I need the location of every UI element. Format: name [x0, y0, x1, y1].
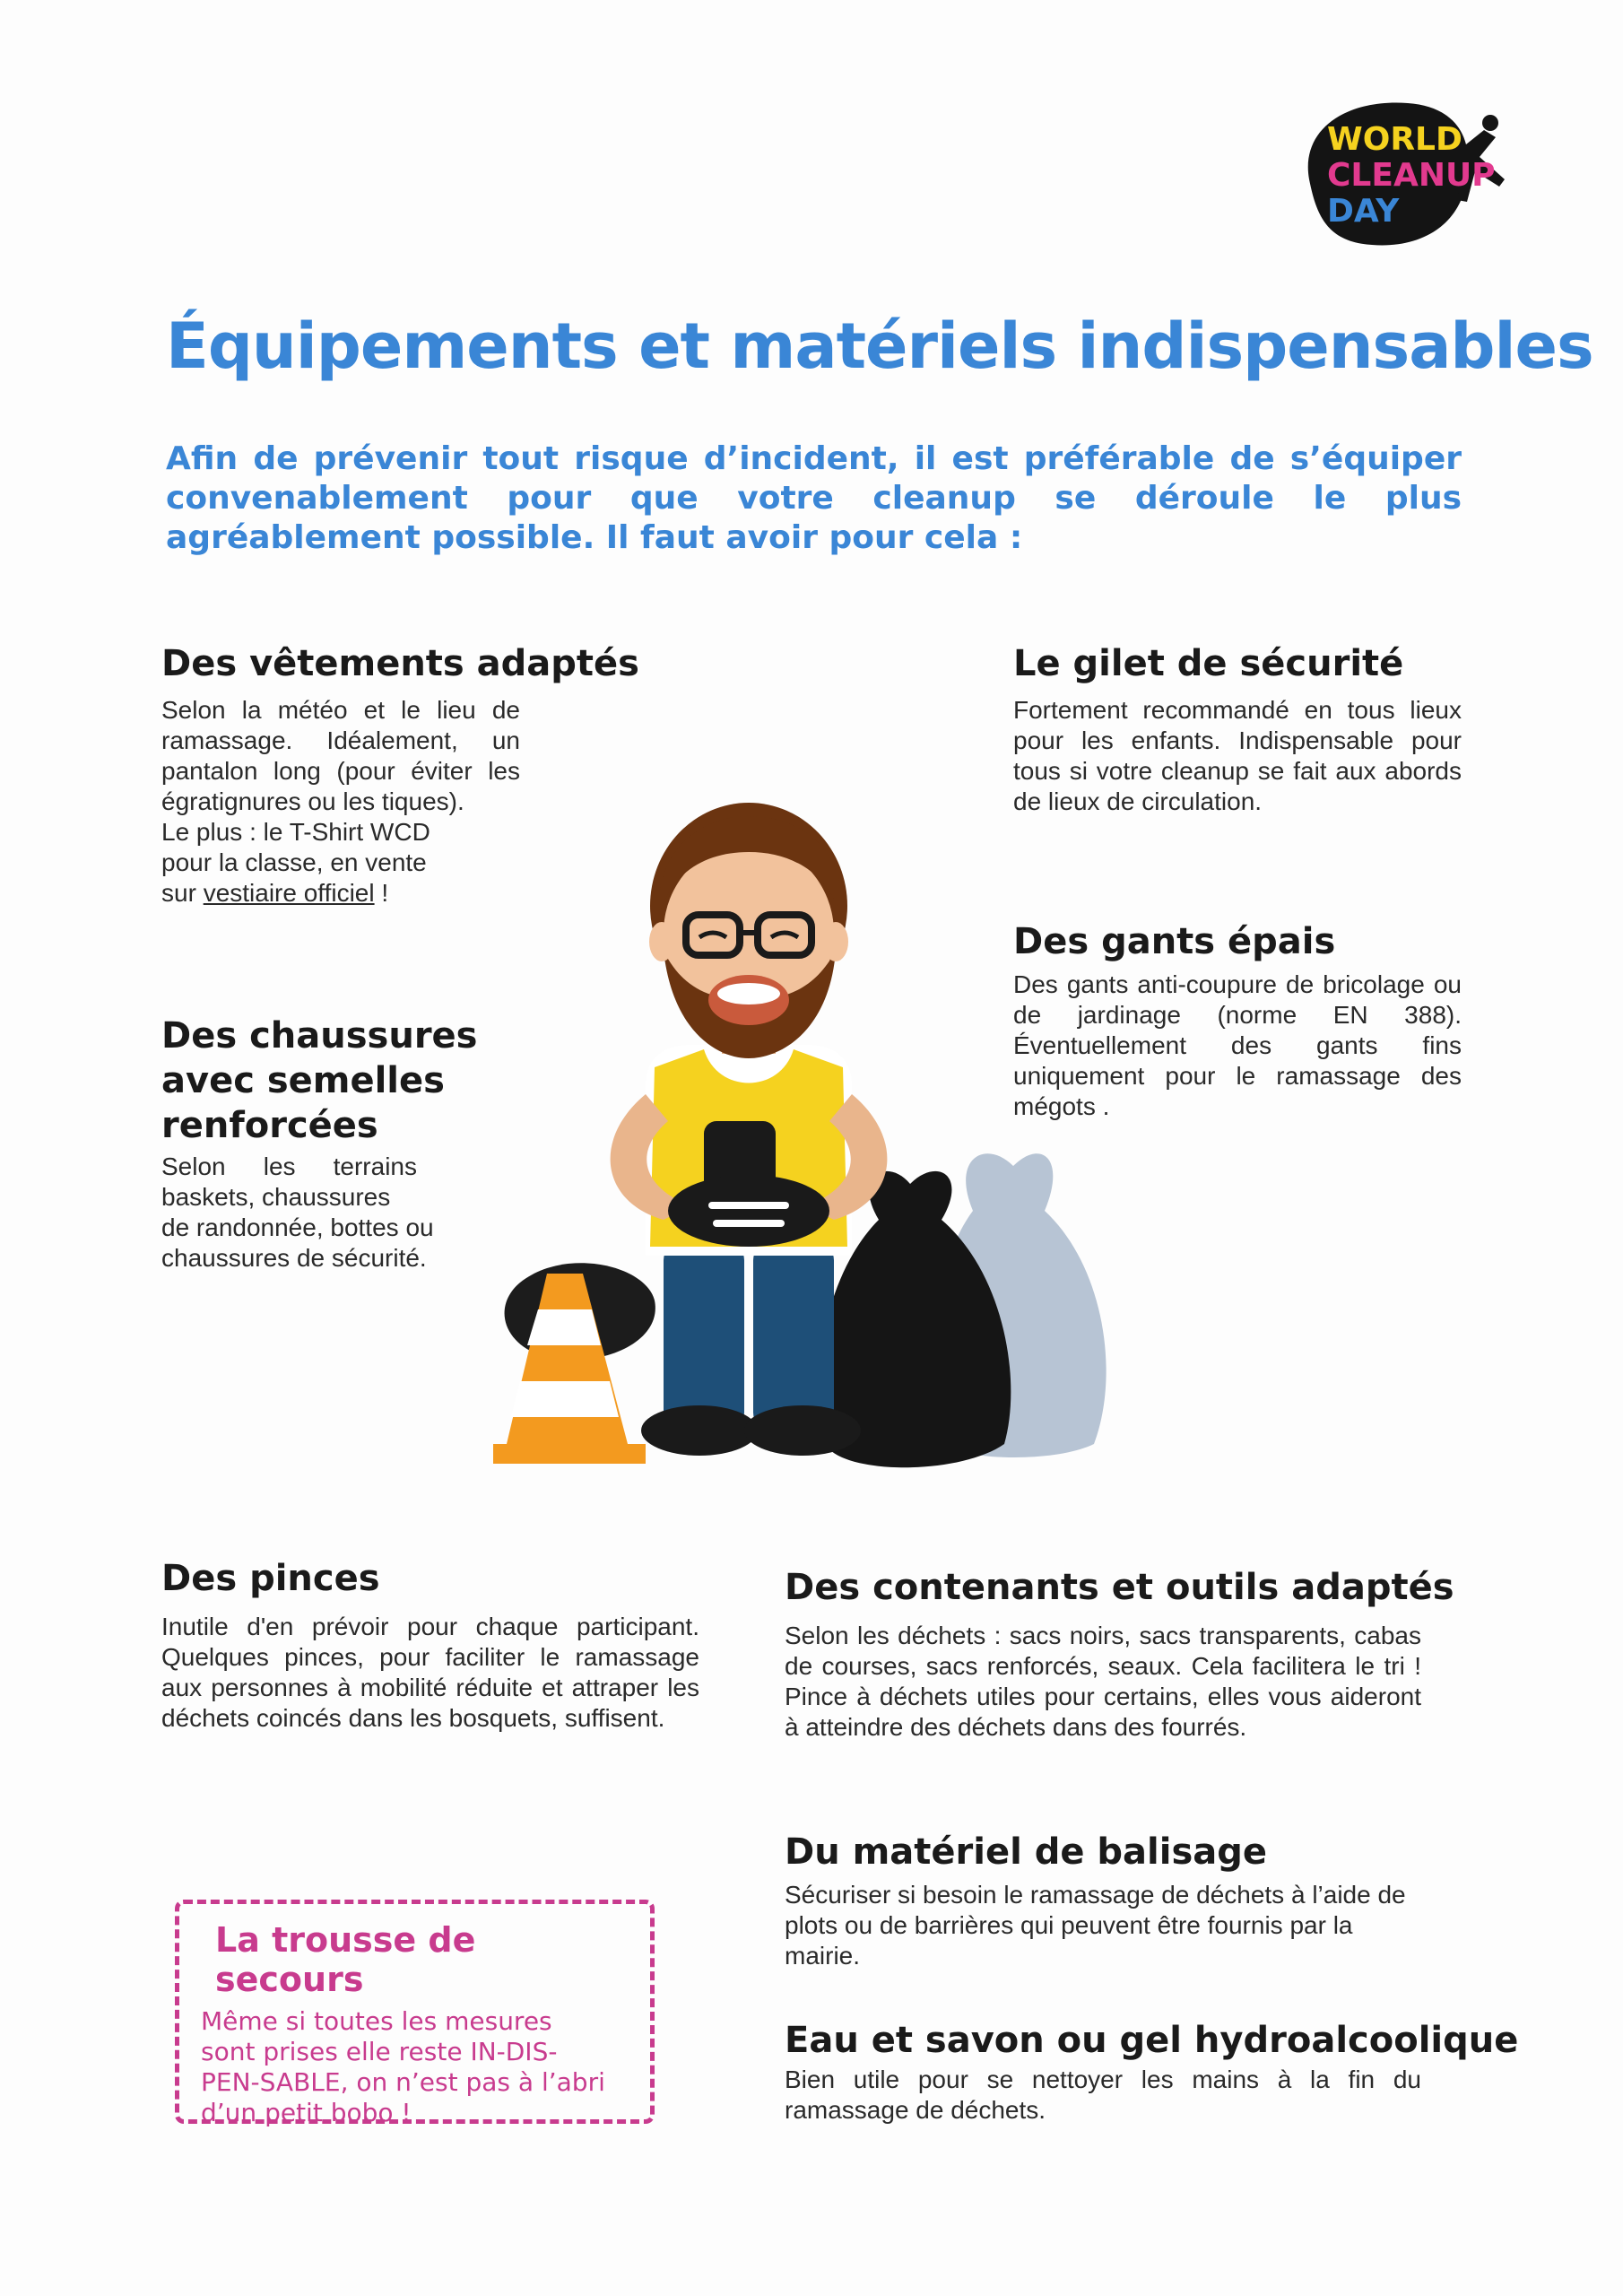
section-title: Eau et savon ou gel hydroalcoolique — [785, 2020, 1519, 2061]
section-title: Du matériel de balisage — [785, 1831, 1268, 1873]
section-title: Des contenants et outils adaptés — [785, 1567, 1454, 1608]
section-text-plus3 — [161, 878, 520, 909]
section-text: Fortement recommandé en tous lieux pour les enfants. Indispensable pour tous si votre cleanup se fait aux abords de lieux de circulation. — [1013, 696, 1462, 815]
first-aid-line2: sont prises elle reste IN-DIS- — [201, 2037, 558, 2066]
section-chaussures — [161, 1013, 484, 1274]
svg-text:CLEANUP: CLEANUP — [1327, 157, 1496, 194]
section-text-line4: chaussures de sécurité. — [161, 1244, 427, 1272]
section-pinces — [161, 1556, 699, 1734]
section-title-line3: renforcées — [161, 1105, 378, 1146]
section-text-line3: de randonnée, bottes ou — [161, 1213, 434, 1241]
section-text-line1: Selon les terrains — [161, 1152, 417, 1180]
plus3-prefix: sur — [161, 879, 204, 907]
section-text: Selon les déchets : sacs noirs, sacs transparents, cabas de courses, sacs renforcés, seaux. Cela facilitera le tri ! Pince à déchets utiles pour certains, elles vous aideront à atteindre des déchets dans des fourrés. — [785, 1622, 1421, 1741]
illustration-volunteer — [484, 798, 1130, 1480]
section-text: Sécuriser si besoin le ramassage de déchets à l’aide de plots ou de barrières qui peuvent être fournis par la mairie. — [785, 1881, 1406, 1970]
volunteer-illustration — [484, 798, 1130, 1480]
page-title: Équipements et matériels indispensables — [166, 309, 1593, 383]
section-vetements — [161, 641, 639, 909]
section-text: Des gants anti-coupure de bricolage ou de jardinage (norme EN 388). Éventuellement des gants fins uniquement pour le ramassage des mégots . — [1013, 970, 1462, 1120]
first-aid-title: La trousse de secours — [215, 1920, 476, 1999]
first-aid-box — [175, 1900, 655, 2127]
section-text: Bien utile pour se nettoyer les mains à la fin du ramassage de déchets. — [785, 2066, 1421, 2124]
world-cleanup-day-logo — [1291, 94, 1524, 256]
vestiaire-officiel-link[interactable]: vestiaire officiel — [203, 879, 375, 907]
section-title: Le gilet de sécurité — [1013, 643, 1404, 684]
first-aid-line3: PEN-SABLE, on n’est pas à l’abri — [201, 2067, 605, 2097]
logo-graphic — [1291, 94, 1524, 256]
section-text-line2: baskets, chaussures — [161, 1183, 391, 1211]
plus3-suffix: ! — [374, 879, 389, 907]
section-balisage — [785, 1830, 1421, 1971]
section-title-line1: Des chaussures — [161, 1015, 478, 1057]
section-contenants — [785, 1565, 1454, 1743]
section-title: Des pinces — [161, 1558, 380, 1599]
first-aid-line1: Même si toutes les mesures — [201, 2006, 552, 2036]
svg-text:DAY: DAY — [1327, 193, 1400, 230]
section-text: Inutile d'en prévoir pour chaque participant. Quelques pinces, pour faciliter le ramassage aux personnes à mobilité réduite et attraper les déchets coincés dans les bosquets, suffisent. — [161, 1613, 699, 1732]
section-title: Des gants épais — [1013, 921, 1336, 962]
section-gilet — [1013, 641, 1462, 817]
intro-paragraph: Afin de prévenir tout risque d’incident, il est préférable de s’équiper convenablement pour que votre cleanup se déroule le plus agréablement possible. Il faut avoir pour cela : — [166, 440, 1462, 556]
section-eau — [785, 2018, 1519, 2126]
section-text: Selon la météo et le lieu de ramassage. Idéalement, un pantalon long (pour éviter les égratignures ou les tiques). — [161, 696, 520, 815]
section-text-plus1: Le plus : le T-Shirt WCD — [161, 818, 430, 846]
section-text-plus2: pour la classe, en vente — [161, 848, 427, 876]
section-title: Des vêtements adaptés — [161, 643, 639, 684]
svg-text:WORLD: WORLD — [1327, 121, 1462, 158]
section-title-line2: avec semelles — [161, 1060, 445, 1101]
first-aid-line4: d’un petit bobo ! — [201, 2098, 412, 2127]
